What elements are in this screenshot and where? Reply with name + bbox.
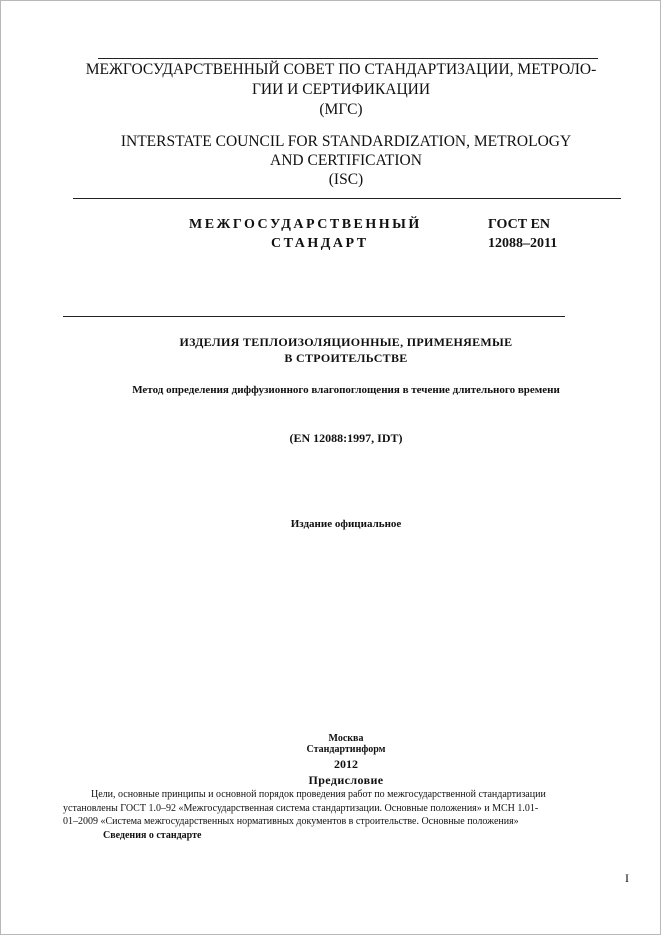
standard-number-line-2: 12088–2011 <box>488 236 558 251</box>
standard-type-line-2: СТАНДАРТ <box>271 236 369 251</box>
top-rule <box>98 58 598 59</box>
foreword-heading: Предисловие <box>308 773 384 787</box>
council-ru-line-1: МЕЖГОСУДАРСТВЕННЫЙ СОВЕТ ПО СТАНДАРТИЗАЦИИ, МЕТРОЛО- <box>85 61 597 78</box>
document-title-line-2: В СТРОИТЕЛЬСТВЕ <box>284 351 408 365</box>
council-en-line-1: INTERSTATE COUNCIL FOR STANDARDIZATION, METROLOGY <box>120 133 572 150</box>
council-name-en <box>61 132 631 189</box>
council-ru-abbr: (МГС) <box>319 101 363 118</box>
en-reference: (EN 12088:1997, IDT) <box>289 431 403 445</box>
imprint-publisher: Стандартинформ <box>306 744 386 755</box>
imprint-city: Москва <box>328 733 364 744</box>
standard-type-line-1: МЕЖГОСУДАРСТВЕННЫЙ <box>189 217 422 232</box>
foreword-paragraph <box>63 788 631 829</box>
page-number: I <box>625 871 629 885</box>
council-en-line-2: AND CERTIFICATION <box>270 152 422 169</box>
council-name-ru <box>61 60 621 120</box>
standard-type <box>189 215 422 253</box>
document-title <box>61 334 631 366</box>
about-standard-heading: Сведения о стандарте <box>103 830 202 841</box>
edition-label: Издание официальное <box>290 518 402 530</box>
header-divider <box>73 198 621 199</box>
foreword-line-1: Цели, основные принципы и основной порядок проведения работ по межгосударственной стандартизации <box>91 789 546 800</box>
standard-number <box>488 215 557 253</box>
title-divider <box>63 316 565 317</box>
foreword-line-2: установлены ГОСТ 1.0–92 «Межгосударственная система стандартизации. Основные положения» и МСН 1.01- <box>63 802 539 814</box>
foreword-line-3: 01–2009 «Система межгосударственных нормативных документов в строительстве. Основные положения» <box>63 816 519 827</box>
council-en-abbr: (ISC) <box>328 171 364 188</box>
standard-number-line-1: ГОСТ EN <box>488 217 551 232</box>
council-ru-line-2: ГИИ И СЕРТИФИКАЦИИ <box>251 81 431 98</box>
document-title-line-1: ИЗДЕЛИЯ ТЕПЛОИЗОЛЯЦИОННЫЕ, ПРИМЕНЯЕМЫЕ <box>179 335 513 349</box>
method-subtitle: Метод определения диффузионного влагопоглощения в течение длительного времени <box>132 384 560 396</box>
imprint-year: 2012 <box>334 757 358 771</box>
